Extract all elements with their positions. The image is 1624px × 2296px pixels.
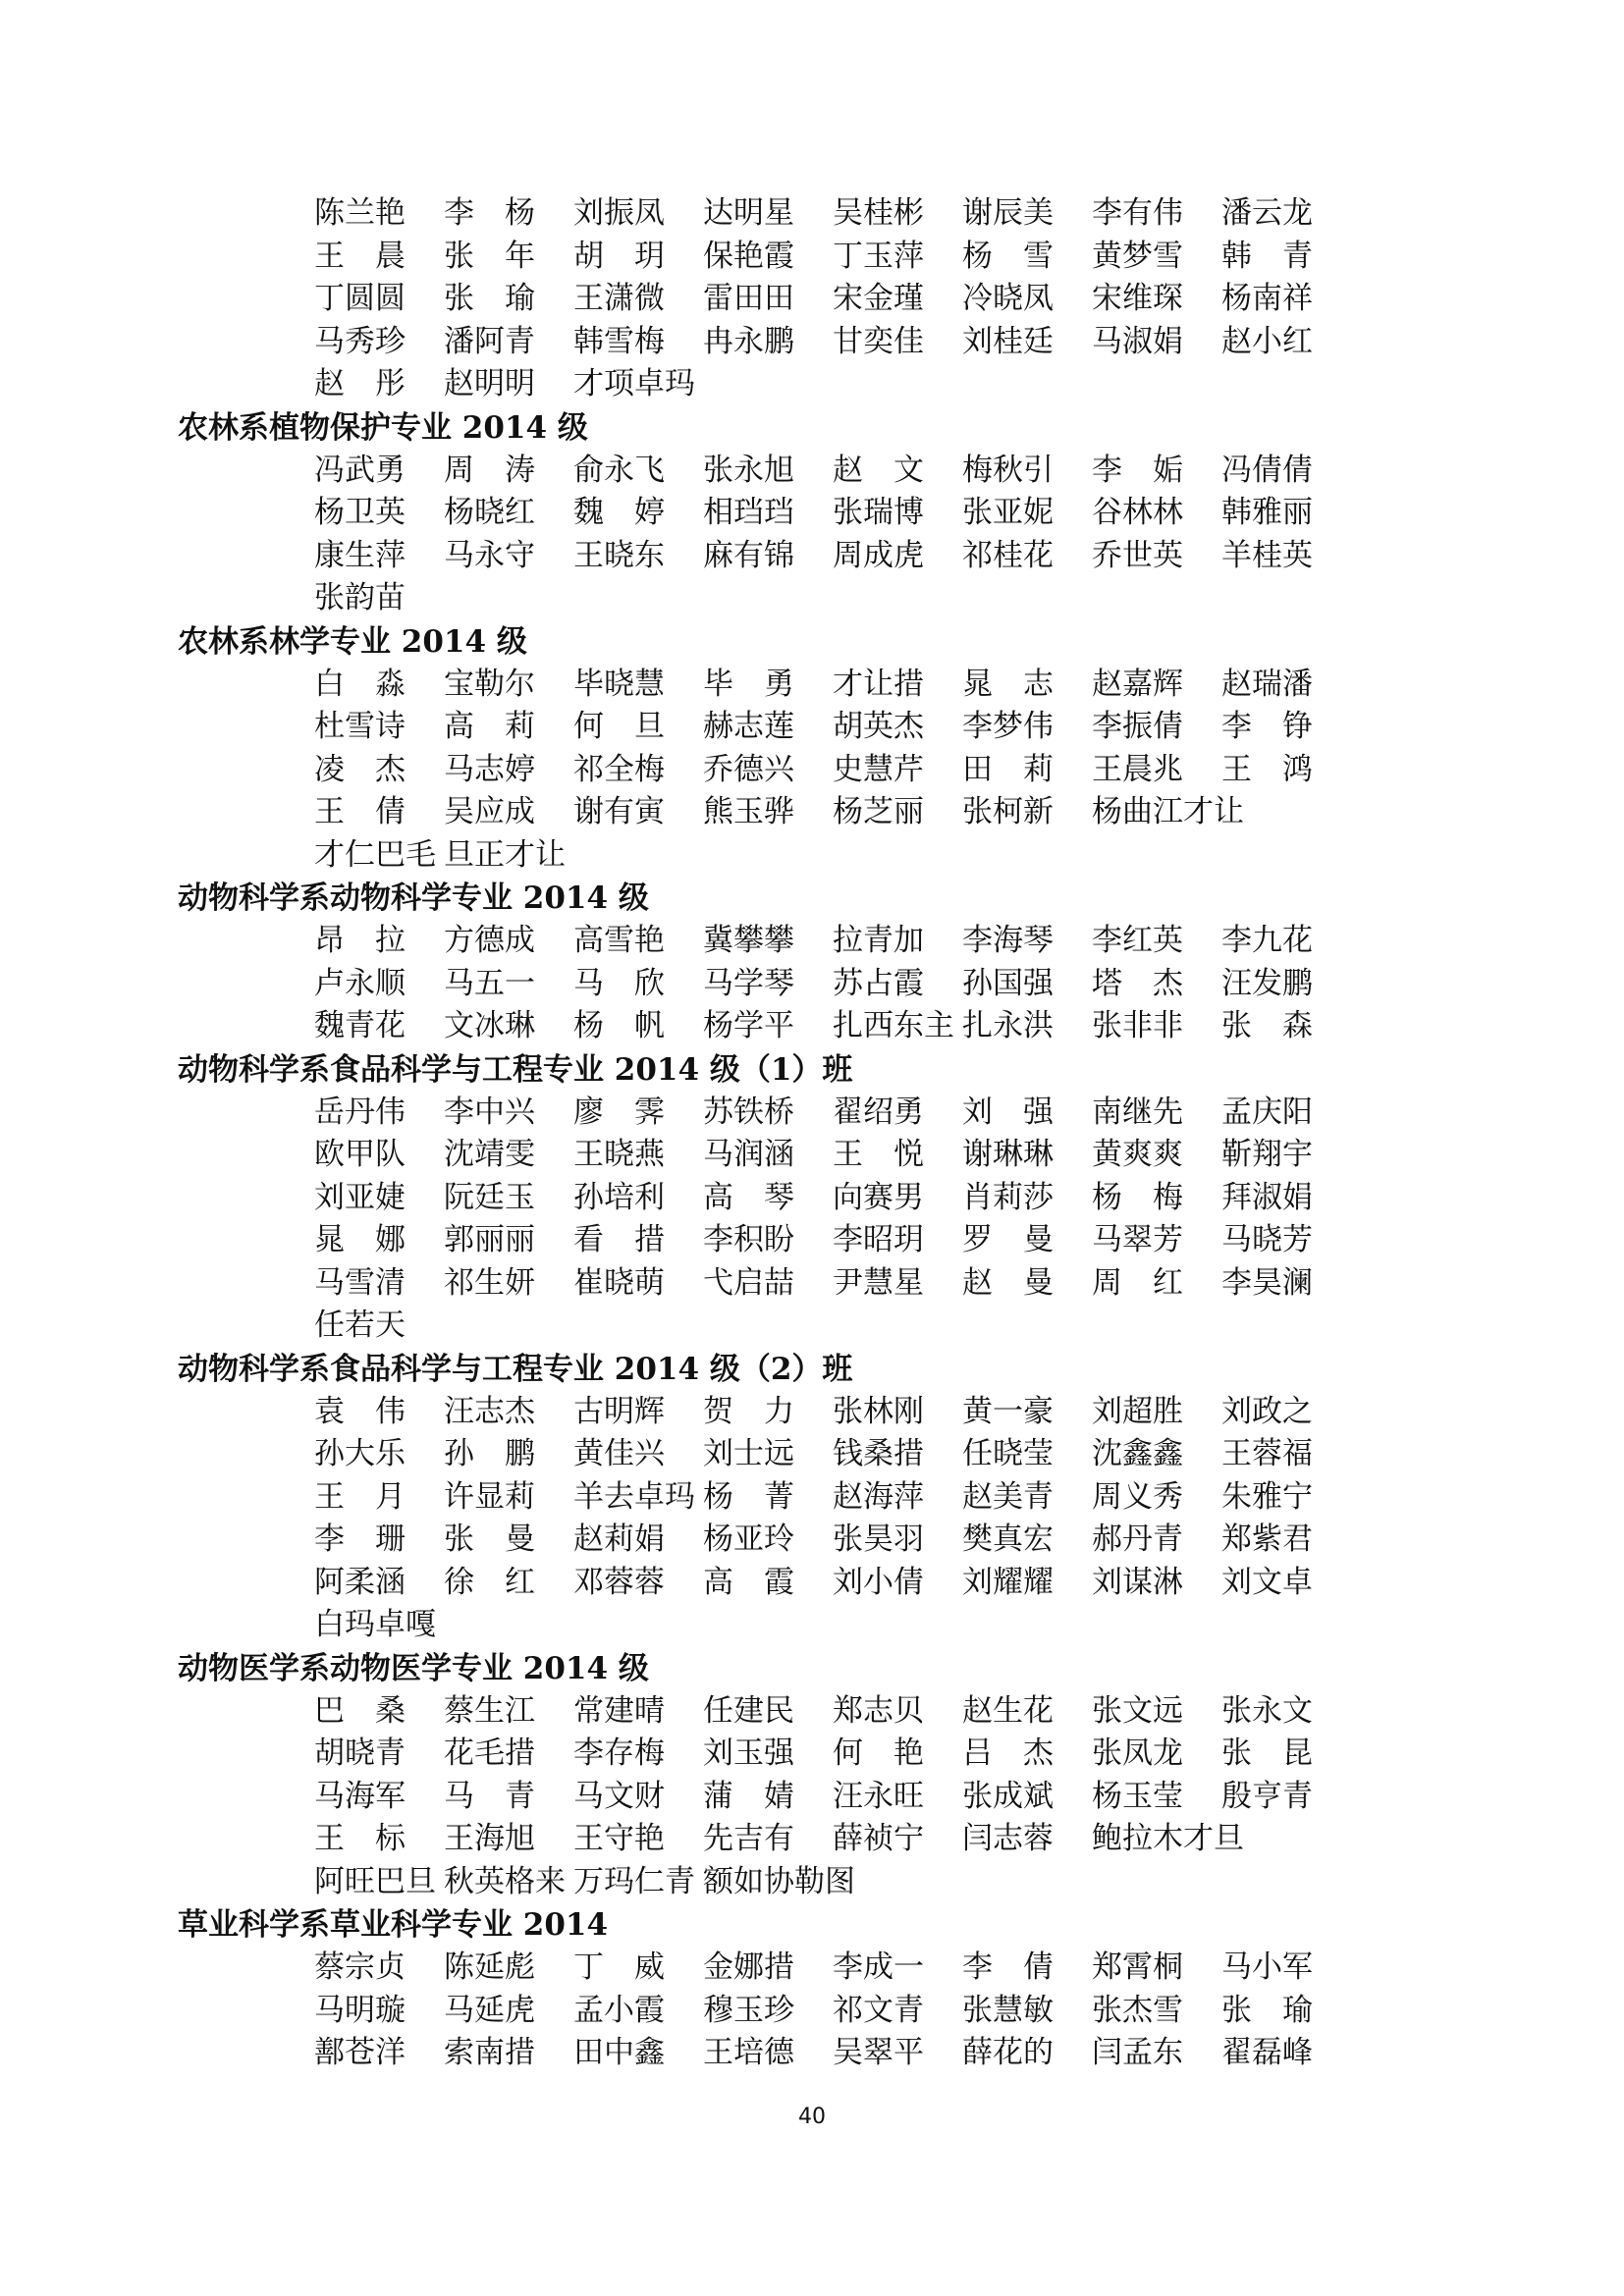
student-name: 祁文青 [833, 1992, 924, 2028]
student-name: 罗 曼 [962, 1222, 1054, 1257]
student-name: 毕晓慧 [573, 666, 665, 702]
section-title: 动物医学系动物医学专业 2014 级 [178, 1650, 649, 1686]
student-name: 任晓莹 [962, 1436, 1054, 1471]
section [178, 1903, 1356, 2075]
student-name: 张永旭 [703, 452, 794, 488]
student-name: 冉永鹏 [703, 323, 794, 359]
student-name: 赵明明 [444, 366, 535, 401]
student-name: 张非非 [1092, 1008, 1183, 1043]
student-name: 闫孟东 [1092, 2035, 1183, 2070]
student-name: 史慧芹 [833, 751, 924, 787]
student-name: 王 悦 [833, 1137, 924, 1172]
section-title: 动物科学系食品科学与工程专业 2014 级（1）班 [178, 1051, 853, 1088]
student-name: 李昊澜 [1221, 1264, 1313, 1301]
student-name: 马润涵 [703, 1137, 794, 1172]
student-name: 杨卫英 [314, 495, 406, 530]
student-name: 白 淼 [314, 666, 406, 702]
student-name: 张凤龙 [1092, 1735, 1183, 1771]
name-grid [314, 1690, 1356, 1904]
student-name: 翟绍勇 [833, 1094, 924, 1130]
student-name: 看 措 [573, 1222, 665, 1257]
student-name: 王守艳 [573, 1821, 665, 1856]
student-name: 马延虎 [444, 1992, 535, 2028]
student-name: 欧甲队 [314, 1137, 406, 1172]
student-name: 胡英杰 [833, 709, 924, 744]
student-name: 高雪艳 [573, 923, 665, 958]
student-name: 张慧敏 [962, 1992, 1054, 2028]
student-name: 晁 志 [962, 666, 1054, 702]
student-name: 李梦伟 [962, 709, 1054, 744]
section [178, 1348, 1356, 1647]
student-name: 杨芝丽 [833, 794, 924, 829]
student-name: 方德成 [444, 923, 535, 958]
student-name: 张文远 [1092, 1692, 1183, 1729]
student-name: 文冰琳 [444, 1008, 535, 1043]
student-name: 凌 杰 [314, 751, 406, 787]
student-name: 王 晨 [314, 238, 406, 274]
student-name: 张 年 [444, 238, 535, 274]
student-name: 刘谋淋 [1092, 1564, 1183, 1600]
student-name: 杨晓红 [444, 495, 535, 530]
student-name: 李存梅 [573, 1735, 665, 1771]
student-name: 拜淑娟 [1221, 1179, 1313, 1215]
student-name: 魏青花 [314, 1008, 406, 1043]
student-name: 祁桂花 [962, 537, 1054, 573]
student-name: 刘文卓 [1221, 1564, 1313, 1600]
name-grid [314, 920, 1356, 1048]
student-name: 黄一豪 [962, 1393, 1054, 1429]
student-name: 宋维琛 [1092, 281, 1183, 316]
student-name: 才项卓玛 [573, 366, 695, 401]
student-name: 王晨兆 [1092, 751, 1183, 787]
student-name: 李海琴 [962, 923, 1054, 958]
student-name: 何 旦 [573, 709, 665, 744]
student-name: 肖莉莎 [962, 1179, 1054, 1215]
student-name: 花毛措 [444, 1735, 535, 1771]
student-name: 汪发鹏 [1221, 965, 1313, 1001]
student-name: 秋英格来 [444, 1863, 566, 1899]
name-list [178, 192, 1356, 2075]
student-name: 羊去卓玛 [573, 1478, 695, 1515]
student-name: 黄梦雪 [1092, 238, 1183, 274]
student-name: 塔 杰 [1092, 965, 1183, 1001]
student-name: 张 昆 [1221, 1735, 1313, 1771]
student-name: 蒲 婧 [703, 1778, 794, 1814]
student-name: 张 森 [1221, 1008, 1313, 1043]
student-name: 万玛仁青 [573, 1863, 695, 1899]
student-name: 李九花 [1221, 923, 1313, 958]
student-name: 李昭玥 [833, 1222, 924, 1257]
section-title: 动物科学系动物科学专业 2014 级 [178, 881, 649, 916]
student-name: 薛花的 [962, 2035, 1054, 2070]
student-name: 丁 威 [573, 1949, 665, 1985]
student-name: 刘振凤 [573, 195, 665, 231]
student-name: 相珰珰 [703, 495, 794, 530]
section-title: 草业科学系草业科学专业 2014 [178, 1907, 609, 1943]
student-name: 吕 杰 [962, 1735, 1054, 1771]
student-name: 马五一 [444, 965, 535, 1001]
student-name: 李成一 [833, 1949, 924, 1985]
student-name: 白玛卓嘎 [314, 1607, 436, 1642]
section-title: 农林系林学专业 2014 级 [178, 623, 527, 660]
student-name: 杨玉莹 [1092, 1778, 1183, 1814]
student-name: 马淑娟 [1092, 323, 1183, 359]
student-name: 张成斌 [962, 1778, 1054, 1814]
student-name: 高 霞 [703, 1564, 794, 1600]
student-name: 王蓉福 [1221, 1436, 1313, 1471]
student-name: 张 瑜 [1221, 1992, 1313, 2028]
student-name: 王海旭 [444, 1821, 535, 1856]
student-name: 刘士远 [703, 1436, 794, 1471]
student-name: 马 欣 [573, 965, 665, 1001]
student-name: 谷林林 [1092, 495, 1183, 530]
student-name: 冯武勇 [314, 452, 406, 488]
student-name: 阿旺巴旦 [314, 1863, 436, 1899]
student-name: 马明璇 [314, 1992, 406, 2028]
student-name: 阮廷玉 [444, 1179, 535, 1215]
student-name: 吴桂彬 [833, 195, 924, 231]
student-name: 张瑞博 [833, 495, 924, 530]
student-name: 马翠芳 [1092, 1222, 1183, 1257]
student-name: 鲍拉木才旦 [1092, 1821, 1244, 1856]
student-name: 薛祯宁 [833, 1821, 924, 1856]
student-name: 赵美青 [962, 1478, 1054, 1515]
section [246, 192, 1356, 406]
student-name: 张亚妮 [962, 495, 1054, 530]
student-name: 韩雅丽 [1221, 495, 1313, 530]
student-name: 张昊羽 [833, 1522, 924, 1557]
student-name: 邓蓉蓉 [573, 1564, 665, 1600]
student-name: 杨 菁 [703, 1478, 794, 1515]
student-name: 黄佳兴 [573, 1436, 665, 1471]
student-name: 谢琳琳 [962, 1137, 1054, 1172]
student-name: 刘政之 [1221, 1393, 1313, 1429]
student-name: 张林刚 [833, 1393, 924, 1429]
student-name: 保艳霞 [703, 238, 794, 274]
student-name: 苏铁桥 [703, 1094, 794, 1130]
student-name: 李 倩 [962, 1949, 1054, 1985]
student-name: 郭丽丽 [444, 1222, 535, 1257]
student-name: 刘 强 [962, 1094, 1054, 1130]
student-name: 刘桂廷 [962, 323, 1054, 359]
student-name: 冀攀攀 [703, 923, 794, 958]
student-name: 潘阿青 [444, 323, 535, 359]
student-name: 韩 青 [1221, 238, 1313, 274]
student-name: 拉青加 [833, 923, 924, 958]
student-name: 王潇微 [573, 281, 665, 316]
student-name: 晁 娜 [314, 1222, 406, 1257]
student-name: 李 珊 [314, 1522, 406, 1557]
section-title: 农林系植物保护专业 2014 级 [178, 409, 588, 446]
student-name: 朱雅宁 [1221, 1478, 1313, 1515]
student-name: 祁生妍 [444, 1264, 535, 1301]
student-name: 陈延彪 [444, 1949, 535, 1985]
student-name: 靳翔宇 [1221, 1137, 1313, 1172]
student-name: 谢辰美 [962, 195, 1054, 231]
student-name: 任若天 [314, 1308, 406, 1343]
student-name: 孟庆阳 [1221, 1094, 1313, 1130]
student-name: 乔世英 [1092, 537, 1183, 573]
student-name: 丁玉萍 [833, 238, 924, 274]
student-name: 翟磊峰 [1221, 2035, 1313, 2070]
student-name: 李有伟 [1092, 195, 1183, 231]
student-name: 刘超胜 [1092, 1393, 1183, 1429]
student-name: 赵嘉辉 [1092, 666, 1183, 702]
student-name: 乔德兴 [703, 751, 794, 787]
student-name: 黄爽爽 [1092, 1137, 1183, 1172]
student-name: 刘小倩 [833, 1564, 924, 1600]
student-name: 俞永飞 [573, 452, 665, 488]
student-name: 吴应成 [444, 794, 535, 829]
student-name: 高 莉 [444, 709, 535, 744]
student-name: 甘奕佳 [833, 323, 924, 359]
student-name: 孟小霞 [573, 1992, 665, 2028]
student-name: 马永守 [444, 537, 535, 573]
student-name: 雷田田 [703, 281, 794, 316]
student-name: 杨学平 [703, 1008, 794, 1043]
student-name: 王晓东 [573, 537, 665, 573]
student-name: 汪永旺 [833, 1778, 924, 1814]
student-name: 郑霄桐 [1092, 1949, 1183, 1985]
student-name: 孙 鹏 [444, 1436, 535, 1471]
student-name: 钱桑措 [833, 1436, 924, 1471]
student-name: 巴 桑 [314, 1692, 406, 1729]
student-name: 周成虎 [833, 537, 924, 573]
student-name: 昂 拉 [314, 923, 406, 958]
student-name: 高 琴 [703, 1179, 794, 1215]
student-name: 刘亚婕 [314, 1179, 406, 1215]
student-name: 王培德 [703, 2035, 794, 2070]
student-name: 丁圆圆 [314, 281, 406, 316]
student-name: 麻有锦 [703, 537, 794, 573]
student-name: 贺 力 [703, 1393, 794, 1429]
student-name: 王 倩 [314, 794, 406, 829]
student-name: 闫志蓉 [962, 1821, 1054, 1856]
student-name: 殷亨青 [1221, 1778, 1313, 1814]
student-name: 向赛男 [833, 1179, 924, 1215]
student-name: 孙大乐 [314, 1436, 406, 1471]
student-name: 扎西东主 [833, 1008, 954, 1043]
student-name: 沈靖雯 [444, 1137, 535, 1172]
student-name: 先吉有 [703, 1821, 794, 1856]
student-name: 沈鑫鑫 [1092, 1436, 1183, 1471]
student-name: 王 月 [314, 1478, 406, 1515]
section [178, 406, 1356, 620]
student-name: 赵 曼 [962, 1264, 1054, 1301]
student-name: 李中兴 [444, 1094, 535, 1130]
student-name: 周 涛 [444, 452, 535, 488]
student-name: 张韵苗 [314, 580, 406, 615]
student-name: 韩雪梅 [573, 323, 665, 359]
student-name: 马海军 [314, 1778, 406, 1814]
student-name: 卢永顺 [314, 965, 406, 1001]
name-grid [314, 192, 1356, 406]
student-name: 蔡生江 [444, 1692, 535, 1729]
student-name: 赵莉娟 [573, 1522, 665, 1557]
student-name: 马文财 [573, 1778, 665, 1814]
student-name: 崔晓萌 [573, 1264, 665, 1301]
student-name: 冷晓凤 [962, 281, 1054, 316]
student-name: 樊真宏 [962, 1522, 1054, 1557]
student-name: 刘玉强 [703, 1735, 794, 1771]
student-name: 毕 勇 [703, 666, 794, 702]
student-name: 额如协勒图 [703, 1863, 855, 1899]
student-name: 杨亚玲 [703, 1522, 794, 1557]
name-grid [314, 1092, 1356, 1348]
name-grid [314, 1391, 1356, 1647]
section [178, 1647, 1356, 1904]
student-name: 熊玉骅 [703, 794, 794, 829]
student-name: 赵海萍 [833, 1478, 924, 1515]
student-name: 羊桂英 [1221, 537, 1313, 573]
student-name: 刘耀耀 [962, 1564, 1054, 1600]
student-name: 李积盼 [703, 1222, 794, 1257]
student-name: 赵 彤 [314, 366, 406, 401]
student-name: 马志婷 [444, 751, 535, 787]
student-name: 郑紫君 [1221, 1522, 1313, 1557]
student-name: 鄯苍洋 [314, 2035, 406, 2070]
student-name: 魏 婷 [573, 495, 665, 530]
section [178, 877, 1356, 1048]
student-name: 张 瑜 [444, 281, 535, 316]
student-name: 赵 文 [833, 452, 924, 488]
student-name: 才让措 [833, 666, 924, 702]
student-name: 马 青 [444, 1778, 535, 1814]
student-name: 宋金瑾 [833, 281, 924, 316]
student-name: 李 铮 [1221, 709, 1313, 744]
student-name: 陈兰艳 [314, 195, 406, 231]
student-name: 扎永洪 [962, 1008, 1054, 1043]
name-grid [314, 664, 1356, 878]
student-name: 郝丹青 [1092, 1522, 1183, 1557]
section-title: 动物科学系食品科学与工程专业 2014 级（2）班 [178, 1351, 853, 1387]
student-name: 阿柔涵 [314, 1564, 406, 1600]
student-name: 李振倩 [1092, 709, 1183, 744]
page-number: 40 [798, 2105, 826, 2129]
student-name: 李 杨 [444, 195, 535, 231]
student-name: 康生萍 [314, 537, 406, 573]
student-name: 廖 霁 [573, 1094, 665, 1130]
student-name: 田 莉 [962, 751, 1054, 787]
student-name: 才仁巴毛 [314, 836, 436, 873]
student-name: 王 标 [314, 1821, 406, 1856]
student-name: 李 姤 [1092, 452, 1183, 488]
student-name: 吴翠平 [833, 2035, 924, 2070]
student-name: 徐 红 [444, 1564, 535, 1600]
student-name: 岳丹伟 [314, 1094, 406, 1130]
student-name: 马秀珍 [314, 323, 406, 359]
student-name: 郑志贝 [833, 1692, 924, 1729]
student-name: 达明星 [703, 195, 794, 231]
student-name: 祁全梅 [573, 751, 665, 787]
student-name: 常建晴 [573, 1692, 665, 1729]
student-name: 周 红 [1092, 1264, 1183, 1301]
student-name: 周义秀 [1092, 1478, 1183, 1515]
student-name: 张杰雪 [1092, 1992, 1183, 2028]
student-name: 索南措 [444, 2035, 535, 2070]
student-name: 王 鸿 [1221, 751, 1313, 787]
student-name: 杨南祥 [1221, 281, 1313, 316]
student-name: 宝勒尔 [444, 666, 535, 702]
student-name: 尹慧星 [833, 1264, 924, 1301]
student-name: 南继先 [1092, 1094, 1183, 1130]
student-name: 汪志杰 [444, 1393, 535, 1429]
student-name: 金娜措 [703, 1949, 794, 1985]
student-name: 穆玉珍 [703, 1992, 794, 2028]
student-name: 张 曼 [444, 1522, 535, 1557]
student-name: 马小军 [1221, 1949, 1313, 1985]
student-name: 弋启喆 [703, 1264, 794, 1301]
student-name: 古明辉 [573, 1393, 665, 1429]
student-name: 何 艳 [833, 1735, 924, 1771]
student-name: 张永文 [1221, 1692, 1313, 1729]
student-name: 潘云龙 [1221, 195, 1313, 231]
student-name: 王晓燕 [573, 1137, 665, 1172]
student-name: 孙国强 [962, 965, 1054, 1001]
student-name: 谢有寅 [573, 794, 665, 829]
student-name: 赵生花 [962, 1692, 1054, 1729]
student-name: 赵小红 [1221, 323, 1313, 359]
student-name: 杨 梅 [1092, 1179, 1183, 1215]
student-name: 马雪清 [314, 1264, 406, 1301]
student-name: 马晓芳 [1221, 1222, 1313, 1257]
student-name: 孙培利 [573, 1179, 665, 1215]
student-name: 胡晓青 [314, 1735, 406, 1771]
student-name: 蔡宗贞 [314, 1949, 406, 1985]
student-name: 赵瑞潘 [1221, 666, 1313, 702]
student-name: 田中鑫 [573, 2035, 665, 2070]
student-name: 旦正才让 [444, 836, 566, 873]
student-name: 杨曲江才让 [1092, 794, 1244, 829]
student-name: 杜雪诗 [314, 709, 406, 744]
student-name: 苏占霞 [833, 965, 924, 1001]
name-grid [314, 1947, 1356, 2075]
student-name: 杨 雪 [962, 238, 1054, 274]
student-name: 许显莉 [444, 1478, 535, 1515]
student-name: 杨 帆 [573, 1008, 665, 1043]
student-name: 张柯新 [962, 794, 1054, 829]
student-name: 任建民 [703, 1692, 794, 1729]
student-name: 胡 玥 [573, 238, 665, 274]
student-name: 赫志莲 [703, 709, 794, 744]
student-name: 冯倩倩 [1221, 452, 1313, 488]
name-grid [314, 450, 1356, 620]
student-name: 马学琴 [703, 965, 794, 1001]
student-name: 袁 伟 [314, 1393, 406, 1429]
section [178, 1048, 1356, 1348]
student-name: 梅秋引 [962, 452, 1054, 488]
student-name: 李红英 [1092, 923, 1183, 958]
section [178, 620, 1356, 878]
